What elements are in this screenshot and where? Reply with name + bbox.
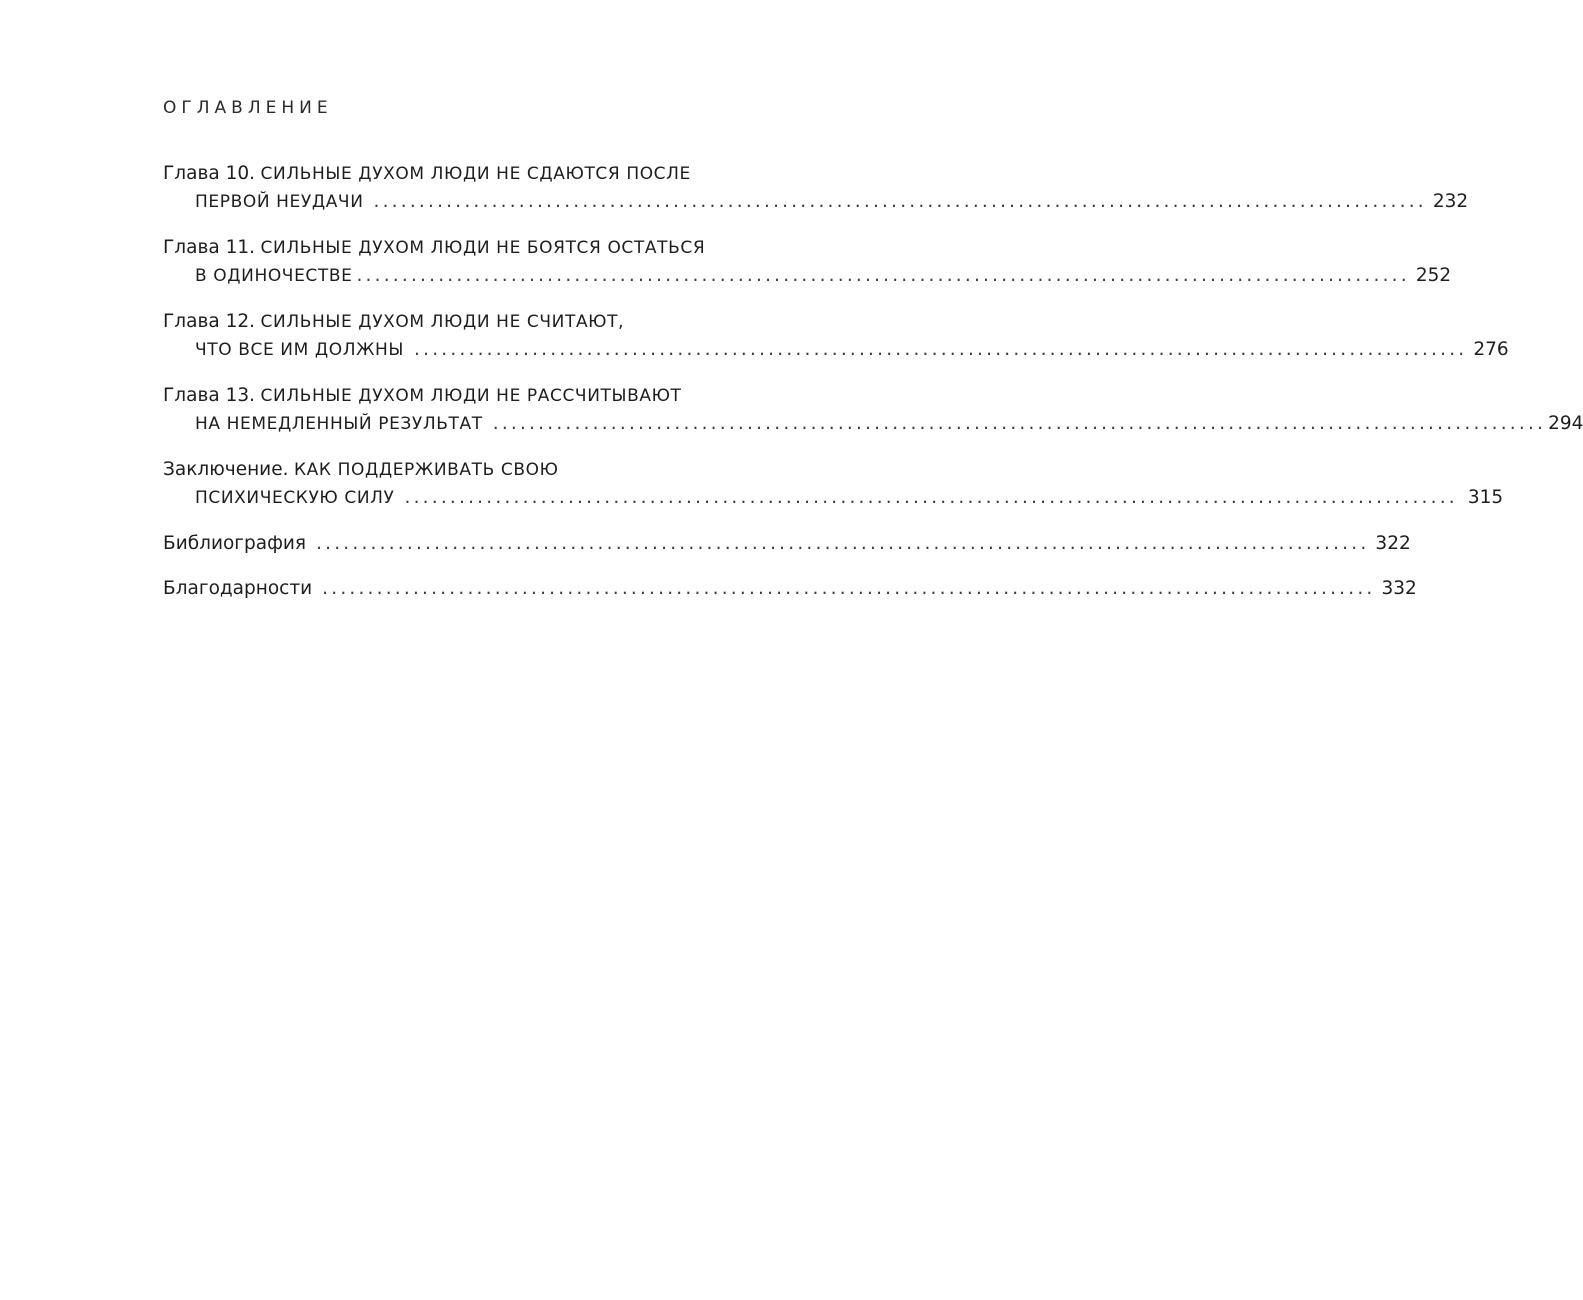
toc-entry-title-line1: КАК ПОДДЕРЖИВАТЬ СВОЮ [294, 460, 559, 480]
dot-leader: .................................................................................................................... [373, 191, 1427, 212]
toc-entry-title-line2: В ОДИНОЧЕСТВЕ [195, 266, 353, 286]
toc-entry-page: 332 [1381, 578, 1417, 599]
toc-entry-title-line1: СИЛЬНЫЕ ДУХОМ ЛЮДИ НЕ БОЯТСЯ ОСТАТЬСЯ [260, 238, 706, 258]
toc-entry-conclusion[interactable] [163, 456, 1504, 512]
dot-leader: .................................................................................................................... [356, 265, 1410, 286]
toc-entry-prefix: Глава 13. [163, 385, 255, 406]
toc-entry-chapter-13[interactable] [163, 382, 1583, 438]
dot-leader: .................................................................................................................... [322, 578, 1376, 599]
toc-entry-prefix: Глава 11. [163, 237, 255, 258]
toc-entry-prefix: Глава 10. [163, 163, 255, 184]
toc-entry-page: 322 [1375, 533, 1411, 554]
toc-entry-prefix: Библиография [163, 533, 307, 554]
toc-entry-bibliography[interactable] [163, 530, 1411, 557]
toc-entry-page: 276 [1473, 339, 1509, 360]
toc-entry-title-line2: НА НЕМЕДЛЕННЫЙ РЕЗУЛЬТАТ [195, 414, 483, 434]
toc-entry-title-line1: СИЛЬНЫЕ ДУХОМ ЛЮДИ НЕ СДАЮТСЯ ПОСЛЕ [260, 164, 691, 184]
toc-entry-title-line2: ПЕРВОЙ НЕУДАЧИ [195, 192, 364, 212]
toc-entry-prefix: Благодарности [163, 578, 313, 599]
dot-leader: .................................................................................................................... [316, 533, 1370, 554]
toc-entry-title-line1: СИЛЬНЫЕ ДУХОМ ЛЮДИ НЕ СЧИТАЮТ, [260, 312, 625, 332]
toc-entry-chapter-10[interactable] [163, 160, 1469, 216]
toc-entry-chapter-11[interactable] [163, 234, 1452, 290]
toc-heading: ОГЛАВЛЕНИЕ [163, 98, 333, 118]
toc-entry-page: 252 [1415, 265, 1452, 286]
toc-entry-page: 232 [1432, 191, 1469, 212]
dot-leader: .................................................................................................................... [492, 413, 1547, 434]
toc-entry-page: 315 [1467, 487, 1504, 508]
dot-leader: .................................................................................................................... [414, 339, 1468, 360]
dot-leader: .................................................................................................................... [404, 487, 1458, 508]
table-of-contents [163, 96, 1583, 620]
toc-entry-prefix: Заключение. [163, 459, 289, 480]
toc-entry-title-line2: ПСИХИЧЕСКУЮ СИЛУ [195, 488, 395, 508]
toc-entry-prefix: Глава 12. [163, 311, 255, 332]
toc-entry-chapter-12[interactable] [163, 308, 1509, 364]
toc-entry-title-line2: ЧТО ВСЕ ИМ ДОЛЖНЫ [195, 340, 405, 360]
toc-entry-acknowledgements[interactable] [163, 575, 1417, 602]
toc-entry-page: 294 [1548, 413, 1583, 434]
toc-entry-title-line1: СИЛЬНЫЕ ДУХОМ ЛЮДИ НЕ РАССЧИТЫВАЮТ [260, 386, 682, 406]
